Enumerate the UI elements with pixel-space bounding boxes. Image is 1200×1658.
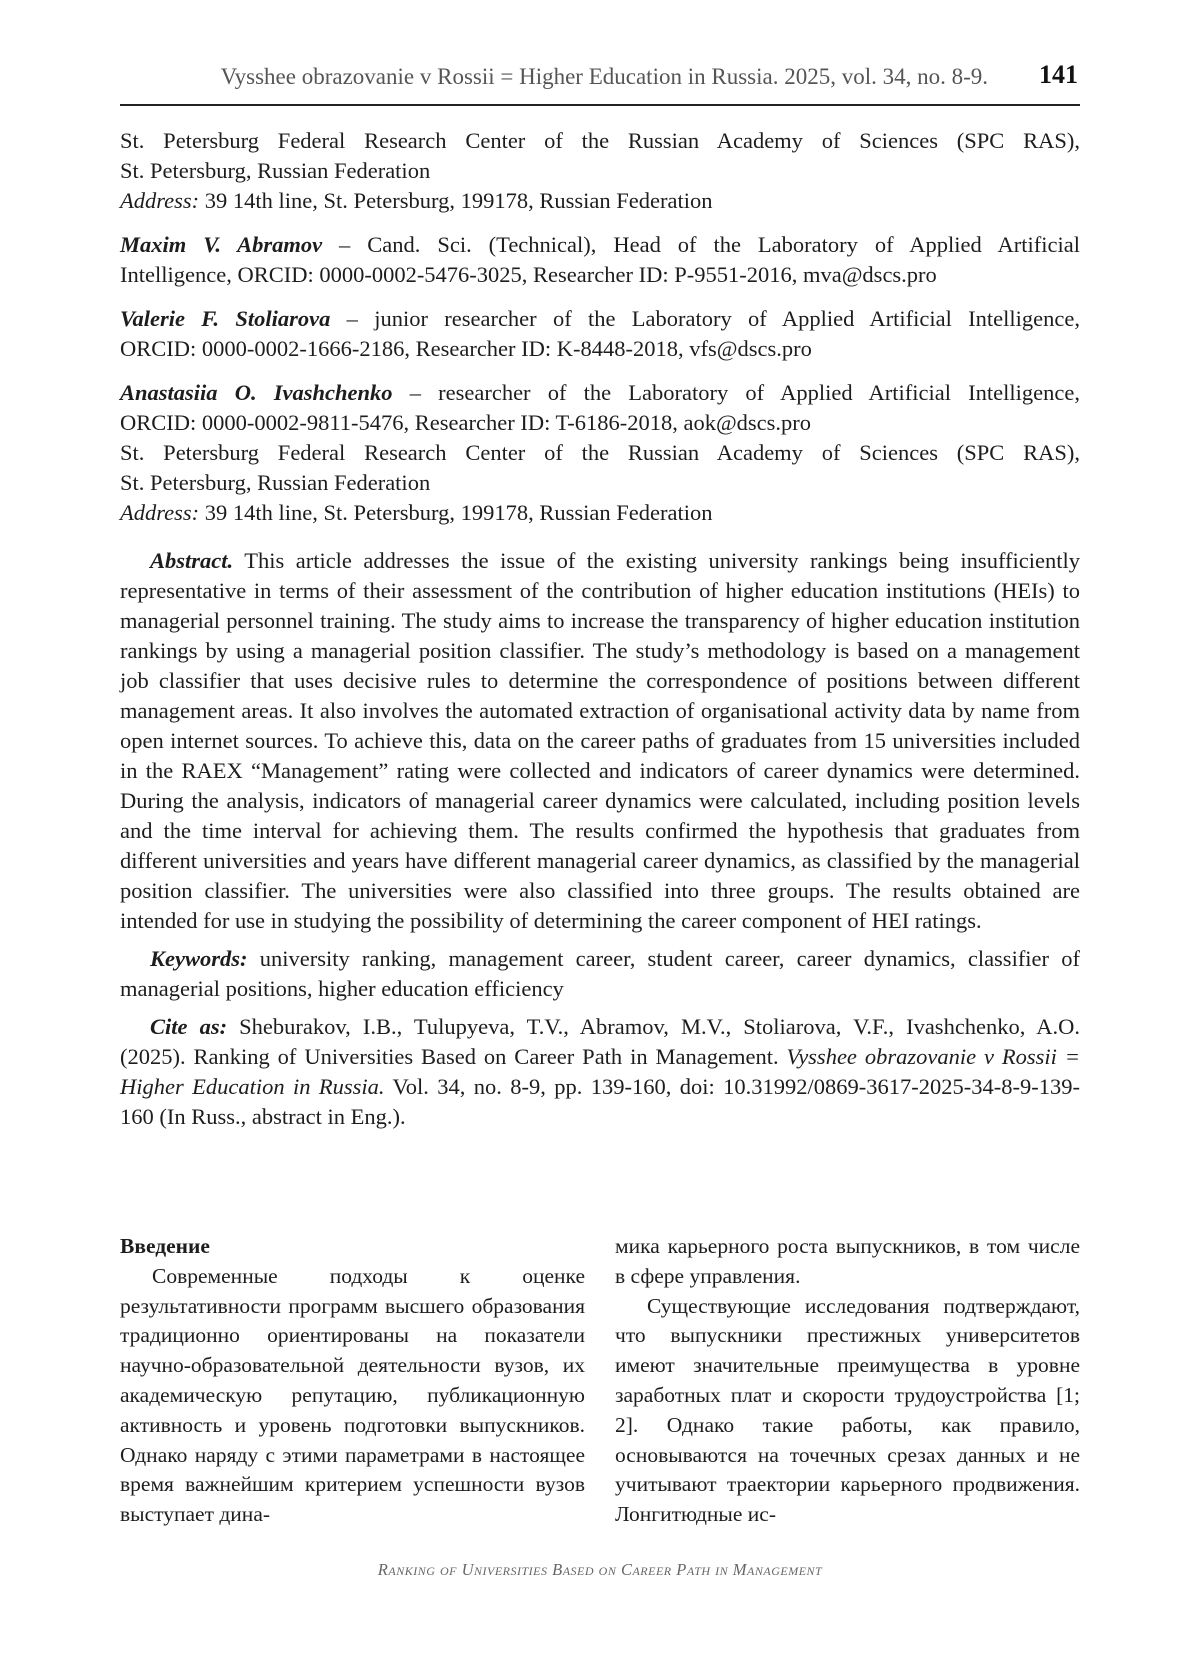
author-desc: – researcher of the Laboratory of Applied Artificial Intelligence, bbox=[392, 380, 1080, 405]
citation bbox=[120, 1012, 1080, 1132]
abstract-text: This article addresses the issue of the existing university rankings being insufficiently representative in terms of their assessment of the contribution of higher education institutions (HEIs) to managerial personnel training. The study aims to increase the transparency of higher education institution rankings by using a managerial position classifier. The study’s methodology is based on a management job classifier that uses decisive rules to determine the correspondence of positions between different management areas. It also involves the automated extraction of organisational activity data by name from open internet sources. To achieve this, data on the career paths of graduates from 15 universities included in the RAEX “Management” rating were collected and indicators of career dynamics were determined. During the analysis, indicators of managerial career dynamics were calculated, including position levels and the time interval for achieving them. The results confirmed the hypothesis that graduates from different universities and years have different managerial career dynamics, as classified by the managerial position classifier. The universities were also classified into three groups. The results obtained are intended for use in studying the possibility of determining the career component of HEI ratings. bbox=[120, 548, 1080, 933]
author-ids: ORCID: 0000-0002-1666-2186, Researcher ID: K-8448-2018, vfs@dscs.pro bbox=[120, 336, 812, 361]
abstract bbox=[120, 546, 1080, 936]
author-line bbox=[120, 304, 1080, 334]
keywords-text: university ranking, management career, student career, career dynamics, classifier of managerial positions, higher education efficiency bbox=[120, 946, 1080, 1001]
journal-title: Vysshee obrazovanie v Rossii = Higher Education in Russia. 2025, vol. 34, no. 8-9. bbox=[220, 64, 988, 89]
affiliation-top bbox=[120, 126, 1080, 216]
author-name: Valerie F. Stoliarova bbox=[120, 306, 331, 331]
affiliation-bottom bbox=[120, 438, 1080, 528]
address-text: 39 14th line, St. Petersburg, 199178, Russian Federation bbox=[199, 500, 713, 525]
abstract-label: Abstract. bbox=[150, 548, 234, 573]
abstract-section bbox=[120, 546, 1080, 1132]
author-entry bbox=[120, 230, 1080, 290]
author-line bbox=[120, 378, 1080, 408]
section-heading: Введение bbox=[120, 1234, 210, 1258]
running-header bbox=[120, 58, 1080, 106]
address-label: Address: bbox=[120, 188, 200, 213]
author-name: Maxim V. Abramov bbox=[120, 232, 323, 257]
affiliation-line: St. Petersburg, Russian Federation bbox=[120, 158, 431, 183]
affiliation-line: St. Petersburg, Russian Federation bbox=[120, 470, 431, 495]
keywords-label: Keywords: bbox=[150, 946, 248, 971]
author-desc: – Cand. Sci. (Technical), Head of the Laboratory of Applied Artificial bbox=[322, 232, 1080, 257]
affiliation-line: St. Petersburg Federal Research Center of the Russian Academy of Sciences (SPC RAS), bbox=[120, 440, 1080, 465]
page bbox=[120, 0, 1080, 1658]
author-line bbox=[120, 230, 1080, 260]
left-column bbox=[120, 1232, 585, 1530]
author-desc: – junior researcher of the Laboratory of Applied Artificial Intelligence, bbox=[330, 306, 1080, 331]
page-number: 141 bbox=[1039, 60, 1078, 89]
keywords bbox=[120, 944, 1080, 1004]
cite-journal: Vysshee obrazovanie v Rossii = Higher Education in Russia. bbox=[120, 1044, 1080, 1099]
body-paragraph: Существующие исследования подтверждают, что выпускники престижных университетов имеют значительные преимущества в уровне заработных плат и скорости трудоустройства [1; 2]. Однако такие работы, как правило, основываются на точечных срезах данных и не учитывают траектории карьерного продвижения. Лонгитюдные ис- bbox=[615, 1293, 1080, 1527]
address-line bbox=[120, 498, 1080, 528]
author-entry bbox=[120, 304, 1080, 364]
body-paragraph: Современные подходы к оценке результативности программ высшего образования традиционно ориентированы на показатели научно-образовательной деятельности вузов, их академическую репутацию, публикационную активность и уровень подготовки выпускников. Однако наряду с этими параметрами в настоящее время важнейшим критерием успешности вузов выступает дина- bbox=[120, 1263, 585, 1527]
cite-label: Cite as: bbox=[150, 1014, 228, 1039]
address-text: 39 14th line, St. Petersburg, 199178, Russian Federation bbox=[199, 188, 713, 213]
cite-text-end: Vol. 34, no. 8-9, pp. 139-160, doi: 10.31992/0869-3617-2025-34-8-9-139-160 (In Russ., abstract in Eng.). bbox=[120, 1074, 1080, 1129]
front-matter bbox=[120, 126, 1080, 1140]
author-entry bbox=[120, 378, 1080, 438]
author-ids: ORCID: 0000-0002-9811-5476, Researcher ID: T-6186-2018, aok@dscs.pro bbox=[120, 410, 812, 435]
cite-text: Sheburakov, I.B., Tulupyeva, T.V., Abramov, M.V., Stoliarova, V.F., Ivashchenko, A.O. (2025). Ranking of Universities Based on Career Path in Management. bbox=[120, 1014, 1080, 1069]
running-footer: Ranking of Universities Based on Career Path in Management bbox=[377, 1560, 823, 1579]
address-line bbox=[120, 186, 1080, 216]
affiliation-line: St. Petersburg Federal Research Center of the Russian Academy of Sciences (SPC RAS), bbox=[120, 128, 1080, 153]
body-columns bbox=[120, 1232, 1080, 1532]
body-paragraph: мика карьерного роста выпускников, в том числе в сфере управления. bbox=[615, 1234, 1080, 1288]
address-label: Address: bbox=[120, 500, 200, 525]
author-name: Anastasiia O. Ivashchenko bbox=[120, 380, 393, 405]
author-ids: Intelligence, ORCID: 0000-0002-5476-3025, Researcher ID: P-9551-2016, mva@dscs.pro bbox=[120, 262, 937, 287]
right-column bbox=[615, 1232, 1080, 1530]
